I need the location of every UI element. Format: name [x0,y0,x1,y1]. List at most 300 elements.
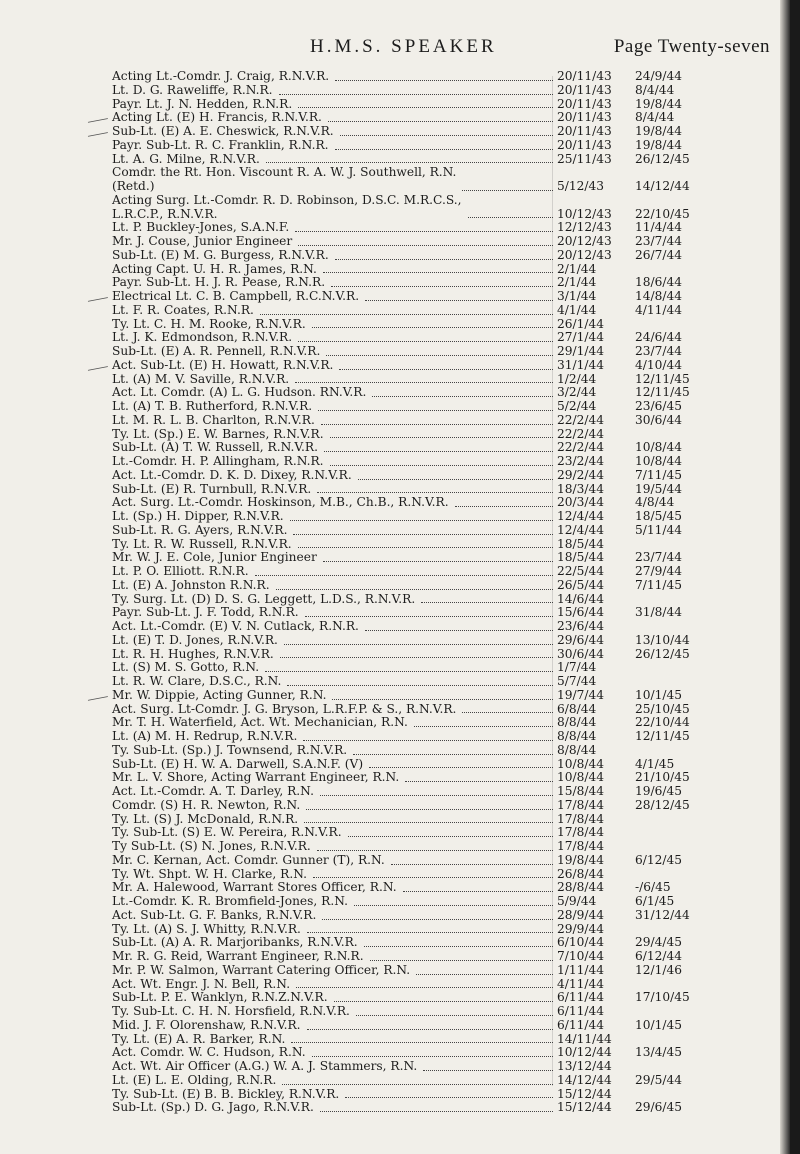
officer-name: Mid. J. F. Olorenshaw, R.N.V.R. [112,1017,301,1032]
entry-row [112,290,717,304]
joined-date: 20/3/44 [557,495,604,510]
joined-date: 26/8/44 [557,866,604,881]
joined-date: 6/11/44 [557,1004,604,1018]
entry-name-cell [112,936,557,950]
officer-name: Payr. Sub-Lt. R. C. Franklin, R.N.R. [112,137,329,152]
joined-date: 3/2/44 [557,385,597,400]
left-date: 19/6/45 [635,784,682,798]
entry-name-cell [112,1088,557,1102]
dot-leader [307,932,553,933]
ship-title: H.M.S. SPEAKER [310,36,497,57]
left-date: 18/6/44 [635,275,682,290]
left-date: 26/12/45 [635,646,690,661]
entry-name-cell [112,125,557,139]
entry-row [112,524,717,538]
officer-name: Ty. Sub-Lt. (Sp.) J. Townsend, R.N.V.R. [112,742,348,757]
entry-name-cell [112,1060,557,1074]
officer-name: Sub-Lt. R. G. Ayers, R.N.V.R. [112,522,288,537]
entry-row [112,1019,717,1033]
left-date: 31/8/44 [635,605,682,620]
entry-name-cell [112,950,557,964]
joined-date: 20/11/43 [557,69,612,83]
officer-name: Mr. R. G. Reid, Warrant Engineer, R.N.R. [112,949,364,963]
officer-name: Ty Sub-Lt. (S) N. Jones, R.N.V.R. [112,839,311,853]
joined-date: 1/7/44 [557,660,597,675]
left-date: 4/1/45 [635,756,675,771]
entry-name-cell [112,483,557,497]
dot-leader [331,286,553,287]
entry-row [112,263,717,277]
entry-name-cell [112,153,557,167]
entry-row [112,895,717,909]
dot-leader [287,685,553,686]
entry-name-cell [112,538,557,552]
joined-date: 15/12/44 [557,1100,612,1115]
joined-date: 23/6/44 [557,619,604,633]
joined-date: 20/12/43 [557,247,612,262]
officer-name: Acting Lt. (E) H. Francis, R.N.V.R. [112,110,322,125]
entry-name-cell [112,1101,557,1115]
joined-date: 6/10/44 [557,935,604,950]
entry-name-cell [112,703,557,717]
officer-name: Comdr. (S) H. R. Newton, R.N. [112,797,301,812]
joined-date: 15/8/44 [557,784,604,798]
dot-leader [335,149,554,150]
officer-name: Act. Lt.-Comdr. (E) V. N. Cutlack, R.N.R. [112,619,359,633]
entry-name-cell [112,579,557,593]
entry-name-cell [112,496,557,510]
joined-date: 5/7/44 [557,674,597,688]
joined-date: 25/11/43 [557,151,612,166]
entry-name-cell [112,854,557,868]
joined-date: 3/1/44 [557,289,597,303]
entry-name-cell [112,826,557,840]
left-date: 27/9/44 [635,564,682,578]
joined-date: 17/8/44 [557,825,604,840]
dot-leader [462,190,553,191]
joined-date: 2/1/44 [557,275,597,290]
left-date: 24/6/44 [635,330,682,345]
dot-leader [304,822,553,823]
officer-name: Mr. C. Kernan, Act. Comdr. Gunner (T), R.N. [112,852,385,867]
officer-name: Lt. (E) T. D. Jones, R.N.V.R. [112,632,278,647]
dot-leader [391,864,553,865]
entry-name-cell [112,373,557,387]
officer-name: Act. Sub-Lt. G. F. Banks, R.N.V.R. [112,907,317,922]
officer-name: Payr. Sub-Lt. J. F. Todd, R.N.R. [112,605,299,620]
entry-name-cell [112,359,557,373]
dot-leader [298,341,553,342]
joined-date: 6/11/44 [557,990,604,1005]
left-date: 12/11/45 [635,371,690,386]
entry-name-cell [112,813,557,827]
left-date: 8/4/44 [635,82,675,97]
dot-leader [306,809,553,810]
entry-name-cell [112,606,557,620]
entry-name-cell [112,166,557,194]
joined-date: 1/2/44 [557,371,597,386]
officer-name: Mr. J. Couse, Junior Engineer [112,234,293,248]
dot-leader [322,919,553,920]
entry-row [112,978,717,992]
entry-row [112,111,717,125]
joined-date: 12/4/44 [557,522,604,537]
entry-name-cell [112,909,557,923]
left-date: 10/8/44 [635,454,682,468]
dot-leader [356,1015,553,1016]
entry-row [112,730,717,744]
entry-row [112,950,717,964]
entry-row [112,276,717,290]
entry-name-cell [112,730,557,744]
entry-name-cell [112,551,557,565]
joined-date: 10/12/43 [557,206,612,221]
joined-date: 14/6/44 [557,591,604,606]
dot-leader [298,245,553,246]
left-date: 5/11/44 [635,522,682,537]
entry-row [112,675,717,689]
joined-date: 15/12/44 [557,1086,612,1101]
entry-row [112,304,717,318]
officer-name: Lt. (E) L. E. Olding, R.N.R. [112,1072,277,1087]
joined-date: 5/2/44 [557,399,597,413]
entry-row [112,1005,717,1019]
dot-leader [323,272,553,273]
entry-row [112,1033,717,1047]
left-date: 22/10/44 [635,715,690,730]
entry-row [112,744,717,758]
joined-date: 15/6/44 [557,605,604,620]
entry-name-cell [112,194,557,222]
entry-row [112,868,717,882]
entry-name-cell [112,441,557,455]
dot-leader [455,506,553,507]
entry-row [112,428,717,442]
entry-name-cell [112,689,557,703]
left-date: 10/1/45 [635,1017,682,1032]
entry-name-cell [112,881,557,895]
officer-name: Ty. Lt. C. H. M. Rooke, R.N.V.R. [112,316,306,331]
entry-row [112,716,717,730]
dot-leader [324,451,553,452]
officer-name: Payr. Sub-Lt. H. J. R. Pease, R.N.R. [112,275,326,290]
entry-name-cell [112,510,557,524]
dot-leader [340,135,553,136]
officer-name: Lt. J. K. Edmondson, R.N.V.R. [112,330,293,345]
entry-row [112,854,717,868]
dot-leader [305,616,553,617]
dot-leader [276,589,553,590]
dot-leader [421,602,553,603]
entry-row [112,551,717,565]
joined-date: 20/11/43 [557,96,612,111]
officer-name: Acting Capt. U. H. R. James, R.N. [112,261,317,276]
dot-leader [462,712,553,713]
left-date: 6/1/45 [635,894,675,908]
entry-row [112,153,717,167]
entry-name-cell [112,620,557,634]
joined-date: 20/11/43 [557,137,612,152]
dot-leader [282,1084,553,1085]
entry-row [112,373,717,387]
dot-leader [423,1070,553,1071]
dot-leader [317,850,553,851]
officer-list [112,70,717,1115]
dot-leader [405,781,553,782]
dot-leader [296,987,553,988]
joined-date: 29/6/44 [557,632,604,647]
left-date: 14/12/44 [635,179,690,193]
entry-name-cell [112,799,557,813]
entry-row [112,909,717,923]
officer-name: Act. Surg. Lt.-Comdr. Hoskinson, M.B., Ch.B., R.N.V.R. [112,495,449,510]
entry-name-cell [112,111,557,125]
dot-leader [321,424,553,425]
joined-date: 28/9/44 [557,907,604,922]
entry-name-cell [112,923,557,937]
entry-name-cell [112,964,557,978]
left-date: 22/10/45 [635,206,690,221]
left-date: 23/6/45 [635,399,682,413]
dot-leader [372,396,553,397]
entry-row [112,194,717,222]
entry-row [112,593,717,607]
joined-date: 7/10/44 [557,949,604,963]
dot-leader [348,836,553,837]
officer-name: Act. Comdr. W. C. Hudson, R.N. [112,1045,306,1060]
officer-name: Lt. M. R. L. B. Charlton, R.N.V.R. [112,412,315,427]
entry-name-cell [112,428,557,442]
joined-date: 8/8/44 [557,742,597,757]
entry-row [112,799,717,813]
joined-date: 10/12/44 [557,1045,612,1060]
entry-row [112,235,717,249]
dot-leader [330,437,553,438]
entry-row [112,661,717,675]
officer-name: Lt. (E) A. Johnston R.N.R. [112,577,270,592]
left-date: 11/4/44 [635,220,682,235]
officer-name: Mr. W. Dippie, Acting Gunner, R.N. [112,687,327,702]
joined-date: 18/5/44 [557,536,604,551]
officer-name: Ty. Sub-Lt. (S) E. W. Pereira, R.N.V.R. [112,825,342,840]
entry-row [112,166,717,194]
entry-name-cell [112,978,557,992]
joined-date: 19/8/44 [557,852,604,867]
joined-date: 14/11/44 [557,1031,612,1046]
entry-row [112,813,717,827]
left-date: 8/4/44 [635,110,675,125]
entry-row [112,70,717,84]
entry-row [112,1060,717,1074]
dot-leader [291,1042,553,1043]
entry-row [112,400,717,414]
joined-date: 18/5/44 [557,550,604,565]
officer-name: Mr. T. H. Waterfield, Act. Wt. Mechanician, R.N. [112,715,408,730]
officer-name: Lt. A. G. Milne, R.N.V.R. [112,151,260,166]
entry-row [112,221,717,235]
entry-name-cell [112,235,557,249]
left-date: 12/11/45 [635,729,690,743]
officer-name: Sub-Lt. (E) H. W. A. Darwell, S.A.N.F. (V) [112,756,364,771]
officer-name: Ty. Lt. (S) J. McDonald, R.N.R. [112,811,299,826]
dot-leader [307,1029,553,1030]
dot-leader [332,699,553,700]
officer-name: Comdr. the Rt. Hon. Viscount R. A. W. J. Southwell, R.N. (Retd.) [112,165,457,193]
entry-row [112,318,717,332]
entry-row [112,483,717,497]
joined-date: 14/12/44 [557,1072,612,1087]
joined-date: 30/6/44 [557,646,604,661]
dot-leader [334,1001,553,1002]
joined-date: 28/8/44 [557,880,604,895]
left-date: 19/8/44 [635,137,682,152]
left-date: -/6/45 [635,880,671,895]
entry-row [112,785,717,799]
entry-name-cell [112,744,557,758]
dot-leader [369,767,553,768]
dot-leader [312,327,553,328]
left-date: 10/1/45 [635,687,682,702]
joined-date: 22/2/44 [557,440,604,455]
entry-name-cell [112,386,557,400]
left-date: 31/12/44 [635,907,690,922]
left-date: 17/10/45 [635,990,690,1005]
left-date: 19/8/44 [635,124,682,138]
officer-name: Sub-Lt. (A) T. W. Russell, R.N.V.R. [112,440,318,455]
entry-row [112,510,717,524]
officer-name: Lt. (A) M. V. Saville, R.N.V.R. [112,371,290,386]
dot-leader [313,877,553,878]
left-date: 7/11/45 [635,577,682,592]
officer-name: Lt. (S) M. S. Gotto, R.N. [112,660,260,675]
dot-leader [320,795,553,796]
joined-date: 4/11/44 [557,976,604,991]
joined-date: 17/8/44 [557,839,604,853]
dot-leader [345,1097,553,1098]
entry-row [112,964,717,978]
officer-name: Act. Surg. Lt-Comdr. J. G. Bryson, L.R.F.P. & S., R.N.V.R. [112,701,457,716]
officer-name: Ty. Lt. (A) S. J. Whitty, R.N.V.R. [112,921,301,936]
left-date: 25/10/45 [635,701,690,716]
entry-row [112,758,717,772]
joined-date: 20/12/43 [557,234,612,248]
entry-row [112,579,717,593]
officer-name: Act. Lt. Comdr. (A) L. G. Hudson. RN.V.R. [112,385,367,400]
left-date: 4/11/44 [635,302,682,317]
joined-date: 6/8/44 [557,701,597,716]
entry-row [112,84,717,98]
entry-name-cell [112,675,557,689]
entry-name-cell [112,1005,557,1019]
dot-leader [364,946,553,947]
officer-name: Ty. Sub-Lt. C. H. N. Horsfield, R.N.V.R. [112,1004,350,1018]
entry-name-cell [112,524,557,538]
entry-row [112,441,717,455]
entry-name-cell [112,455,557,469]
entry-name-cell [112,84,557,98]
entry-row [112,139,717,153]
entry-row [112,1088,717,1102]
joined-date: 5/9/44 [557,894,597,908]
officer-name: Mr. A. Halewood, Warrant Stores Officer, R.N. [112,880,397,895]
officer-name: Act. Wt. Air Officer (A.G.) W. A. J. Stammers, R.N. [112,1059,418,1073]
officer-name: Ty. Surg. Lt. (D) D. S. G. Leggett, L.D.S., R.N.V.R. [112,591,416,606]
officer-name: Lt. (A) T. B. Rutherford, R.N.V.R. [112,399,313,413]
dot-leader [414,726,553,727]
joined-date: 22/2/44 [557,426,604,441]
entry-name-cell [112,868,557,882]
left-date: 29/4/45 [635,935,682,950]
entry-name-cell [112,221,557,235]
officer-name: Lt.-Comdr. H. P. Allingham, R.N.R. [112,454,324,468]
officer-name: Acting Lt.-Comdr. J. Craig, R.N.V.R. [112,69,330,83]
joined-date: 23/2/44 [557,454,604,468]
entry-row [112,455,717,469]
entry-name-cell [112,771,557,785]
officer-name: Acting Surg. Lt.-Comdr. R. D. Robinson, D.S.C. M.R.C.S., L.R.C.P., R.N.V.R. [112,192,462,221]
officer-name: Ty. Lt. (Sp.) E. W. Barnes, R.N.V.R. [112,426,324,441]
officer-name: Sub-Lt. P. E. Wanklyn, R.N.Z.N.V.R. [112,990,328,1005]
entry-row [112,1074,717,1088]
entry-row [112,98,717,112]
entry-row [112,538,717,552]
dot-leader [468,217,554,218]
dot-leader [323,561,553,562]
joined-date: 12/12/43 [557,220,612,235]
joined-date: 20/11/43 [557,110,612,125]
left-date: 6/12/45 [635,852,682,867]
dot-leader [358,479,553,480]
entry-name-cell [112,400,557,414]
joined-date: 29/2/44 [557,467,604,482]
officer-name: Lt. (Sp.) H. Dipper, R.N.V.R. [112,509,284,523]
entry-name-cell [112,139,557,153]
entry-row [112,840,717,854]
entry-name-cell [112,469,557,483]
left-date: 4/10/44 [635,357,682,372]
dot-leader [335,259,553,260]
entry-row [112,125,717,139]
officer-name: Lt. D. G. Raweliffe, R.N.R. [112,82,273,97]
joined-date: 19/7/44 [557,687,604,702]
joined-date: 13/12/44 [557,1059,612,1073]
entry-row [112,359,717,373]
entry-row [112,826,717,840]
officer-name: Sub-Lt. (E) M. G. Burgess, R.N.V.R. [112,247,329,262]
officer-name: Lt. P. Buckley-Jones, S.A.N.F. [112,220,290,235]
dot-leader [403,891,553,892]
dot-leader [260,314,553,315]
dot-leader [320,1111,553,1112]
entry-row [112,469,717,483]
officer-name: Lt. F. R. Coates, R.N.R. [112,302,254,317]
dot-leader [330,465,553,466]
entry-name-cell [112,593,557,607]
entry-name-cell [112,565,557,579]
entry-row [112,634,717,648]
dot-leader [312,1056,553,1057]
joined-date: 10/8/44 [557,756,604,771]
dot-leader [298,107,553,108]
entry-row [112,648,717,662]
dot-leader [290,520,553,521]
left-date: 23/7/44 [635,234,682,248]
joined-date: 26/5/44 [557,577,604,592]
dot-leader [293,534,553,535]
left-date: 29/5/44 [635,1072,682,1087]
joined-date: 26/1/44 [557,316,604,331]
officer-name: Electrical Lt. C. B. Campbell, R.C.N.V.R. [112,289,360,303]
